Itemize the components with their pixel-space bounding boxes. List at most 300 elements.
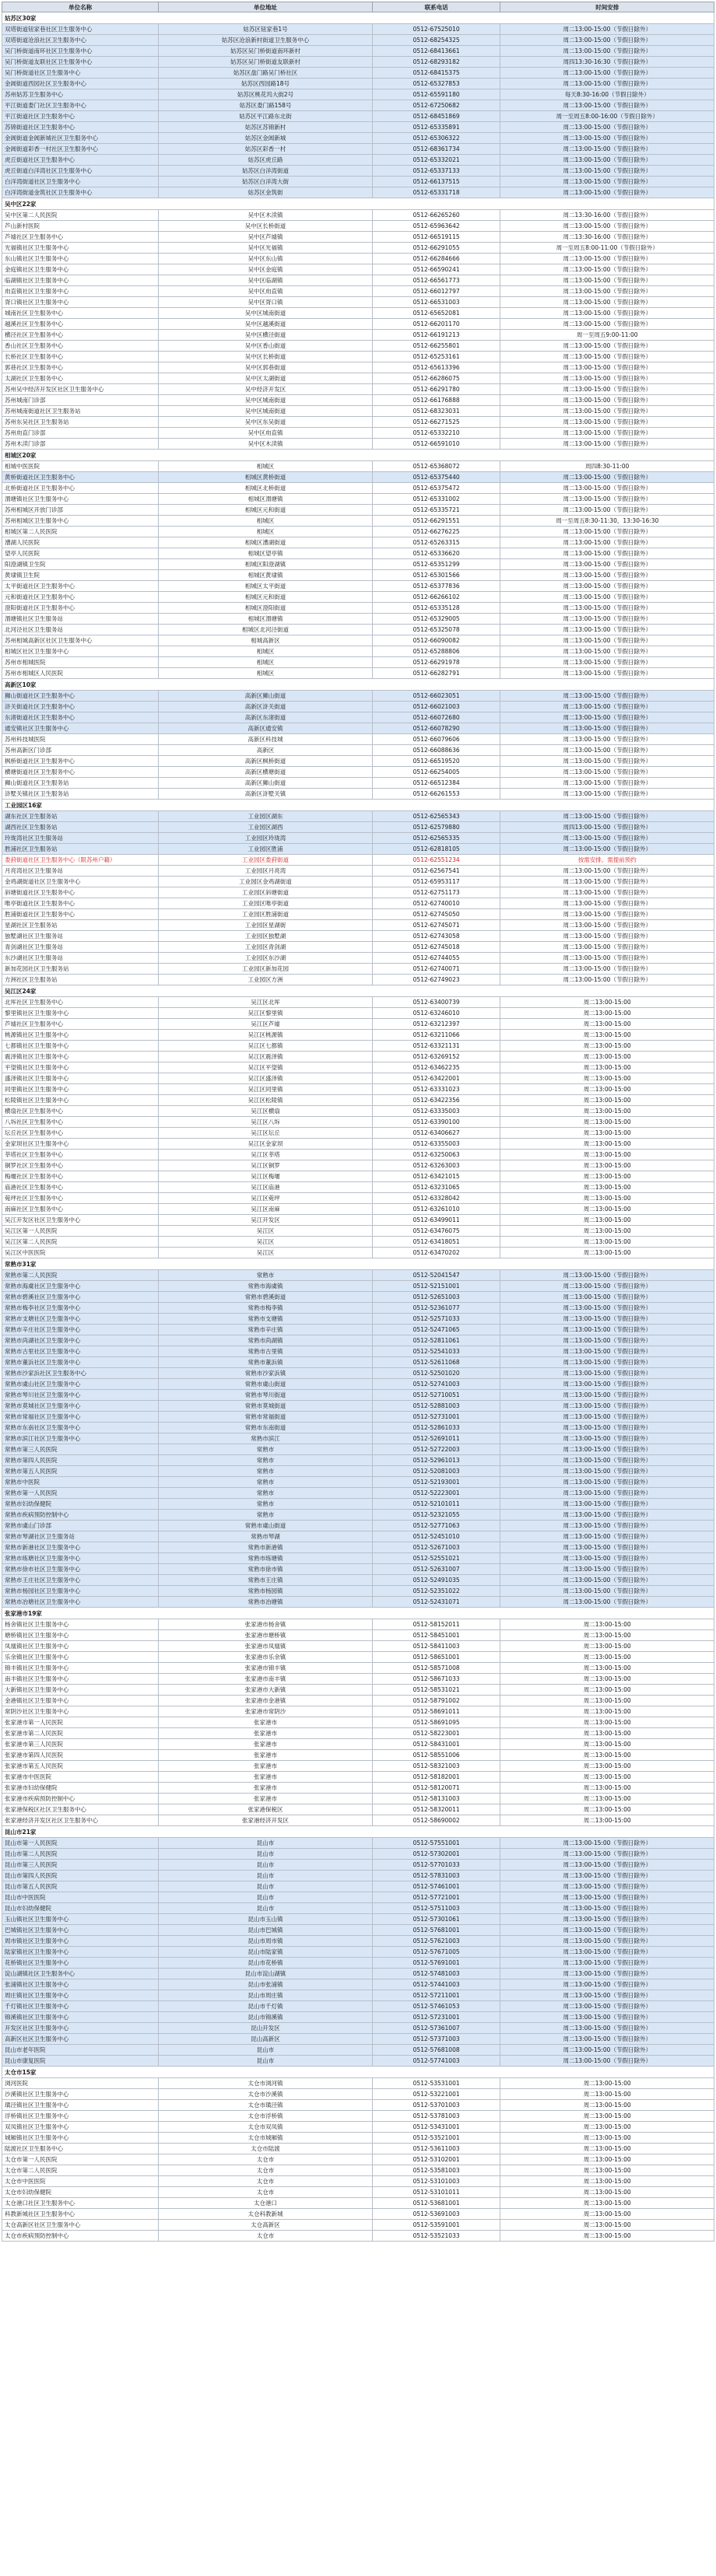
cell-phone: 0512-58120071 [372, 1783, 500, 1794]
cell-phone: 0512-62551234 [372, 855, 500, 866]
cell-phone: 0512-65332021 [372, 155, 500, 166]
cell-schedule: 周二13:00-15:00（节假日除外） [500, 1346, 714, 1357]
table-row [2, 1914, 714, 1925]
cell-name: 郭巷社区卫生服务中心 [2, 362, 159, 373]
cell-name: 常熟市冶塘社区卫生服务中心 [2, 1597, 159, 1608]
cell-phone: 0512-58531021 [372, 1685, 500, 1696]
table-row [2, 2012, 714, 2023]
cell-phone: 0512-65613396 [372, 362, 500, 373]
cell-address: 常熟市辛庄镇 [159, 1325, 373, 1335]
cell-phone: 0512-66023051 [372, 691, 500, 702]
table-row [2, 822, 714, 833]
cell-phone: 0512-65337133 [372, 166, 500, 177]
cell-name: 常熟市琴川社区卫生服务中心 [2, 1390, 159, 1401]
table-row [2, 68, 714, 79]
cell-address: 昆山市锦溪镇 [159, 2012, 373, 2023]
table-row [2, 1936, 714, 1947]
table-row [2, 1008, 714, 1019]
cell-schedule: 周二13:00-15:00（节假日除外） [500, 297, 714, 308]
cell-phone: 0512-68415375 [372, 68, 500, 79]
cell-schedule: 周二13:00-15:00（节假日除外） [500, 472, 714, 483]
cell-schedule: 周二13:00-15:00 [500, 2133, 714, 2144]
cell-name: 湖西社区卫生服务站 [2, 822, 159, 833]
cell-address: 吴江开发区 [159, 1215, 373, 1226]
cell-phone: 0512-58411003 [372, 1641, 500, 1652]
cell-address: 太仓市浮桥镇 [159, 2111, 373, 2122]
cell-name: 金港镇社区卫生服务中心 [2, 1696, 159, 1706]
table-row [2, 1652, 714, 1663]
table-row [2, 417, 714, 428]
cell-name: 新加花园社区卫生服务站 [2, 964, 159, 975]
cell-phone: 0512-66282791 [372, 668, 500, 679]
cell-name: 昆山市第二人民医院 [2, 1849, 159, 1860]
cell-phone: 0512-66531003 [372, 297, 500, 308]
cell-address: 吴中区城南街道 [159, 406, 373, 417]
cell-address: 常熟市支塘镇 [159, 1314, 373, 1325]
cell-address: 张家港市杨舍镇 [159, 1619, 373, 1630]
table-row [2, 668, 714, 679]
cell-phone: 0512-65306322 [372, 133, 500, 144]
cell-phone: 0512-65253161 [372, 352, 500, 362]
table-row [2, 1597, 714, 1608]
table-row [2, 592, 714, 603]
cell-name: 平江街道娄门社区卫生服务中心 [2, 100, 159, 111]
table-row [2, 57, 714, 68]
cell-address: 太仓高新区 [159, 2220, 373, 2231]
section-title: 常熟市31家 [2, 1258, 714, 1270]
table-row [2, 1531, 714, 1542]
cell-phone: 0512-53102001 [372, 2154, 500, 2165]
cell-name: 张家港市中医医院 [2, 1772, 159, 1783]
cell-phone: 0512-62751173 [372, 887, 500, 898]
cell-phone: 0512-65963642 [372, 221, 500, 232]
cell-address: 相城区 [159, 657, 373, 668]
table-row [2, 1106, 714, 1117]
cell-address: 相城区 [159, 461, 373, 472]
cell-schedule: 周二13:00-15:00 [500, 1739, 714, 1750]
cell-name: 虎丘街道白洋湾社区卫生服务中心 [2, 166, 159, 177]
cell-schedule: 周二13:00-15:00（节假日除外） [500, 603, 714, 614]
cell-name: 斜塘街道社区卫生服务中心 [2, 887, 159, 898]
cell-schedule: 周一至周五8:00-16:00（节假日除外） [500, 111, 714, 122]
cell-name: 莘塔社区卫生服务中心 [2, 1150, 159, 1160]
cell-phone: 0512-66137515 [372, 177, 500, 187]
cell-address: 姑苏区白洋湾街道 [159, 166, 373, 177]
cell-name: 昆山市康复医院 [2, 2056, 159, 2067]
table-row [2, 537, 714, 548]
table-row [2, 691, 714, 702]
cell-address: 张家港市 [159, 1750, 373, 1761]
cell-schedule: 周二13:00-15:00 [500, 1728, 714, 1739]
cell-address: 相城区北桥街道 [159, 483, 373, 494]
cell-schedule: 周二13:00-15:00（节假日除外） [500, 1597, 714, 1608]
cell-address: 常熟市 [159, 1510, 373, 1521]
cell-schedule: 周二13:00-15:00（节假日除外） [500, 439, 714, 450]
cell-address: 吴江区庙港 [159, 1182, 373, 1193]
table-row [2, 2231, 714, 2242]
table-row [2, 1150, 714, 1160]
cell-name: 东渚街道社区卫生服务中心 [2, 712, 159, 723]
cell-name: 吴江区中医医院 [2, 1248, 159, 1258]
cell-name: 张家港市妇幼保健院 [2, 1783, 159, 1794]
table-row [2, 1881, 714, 1892]
table-row [2, 635, 714, 646]
cell-schedule: 周二13:00-15:00 [500, 1117, 714, 1128]
cell-address: 吴江区莘塔 [159, 1150, 373, 1160]
cell-schedule: 周二13:00-15:00（节假日除外） [500, 1947, 714, 1958]
cell-name: 张家港市第一人民医院 [2, 1717, 159, 1728]
table-row [2, 1849, 714, 1860]
table-row [2, 625, 714, 635]
cell-schedule: 周二13:00-15:00 [500, 1171, 714, 1182]
cell-name: 太仓市第二人民医院 [2, 2165, 159, 2176]
cell-phone: 0512-53691003 [372, 2209, 500, 2220]
cell-phone: 0512-57621003 [372, 1936, 500, 1947]
cell-address: 姑苏区金筑街 [159, 187, 373, 198]
cell-name: 常熟市东南社区卫生服务中心 [2, 1423, 159, 1433]
cell-address: 常熟市练塘镇 [159, 1553, 373, 1564]
cell-phone: 0512-63212397 [372, 1019, 500, 1030]
table-row [2, 406, 714, 417]
cell-phone: 0512-52611068 [372, 1357, 500, 1368]
cell-name: 盛泽镇社区卫生服务中心 [2, 1073, 159, 1084]
cell-schedule: 周二13:00-15:00（节假日除外） [500, 1586, 714, 1597]
cell-address: 吴中区越溪街道 [159, 319, 373, 330]
cell-address: 昆山市 [159, 1849, 373, 1860]
cell-schedule: 周二13:00-15:00（节假日除外） [500, 625, 714, 635]
cell-address: 常熟市虞山街道 [159, 1379, 373, 1390]
table-row [2, 1510, 714, 1521]
cell-name: 狮山街道社区卫生服务站 [2, 778, 159, 789]
table-row [2, 1314, 714, 1325]
cell-schedule: 周二13:00-15:00（节假日除外） [500, 35, 714, 46]
cell-name: 浒关街道社区卫生服务中心 [2, 702, 159, 712]
cell-address: 工业园区胜浦 [159, 844, 373, 855]
cell-name: 吴中区第二人民医院 [2, 210, 159, 221]
table-row [2, 1412, 714, 1423]
cell-phone: 0512-63499011 [372, 1215, 500, 1226]
cell-phone: 0512-57551001 [372, 1838, 500, 1849]
cell-name: 常阴沙社区卫生服务中心 [2, 1706, 159, 1717]
cell-schedule: 周二13:00-15:00（节假日除外） [500, 723, 714, 734]
cell-name: 甪直镇社区卫生服务中心 [2, 286, 159, 297]
table-body [2, 12, 714, 2242]
cell-address: 吴中区东吴街道 [159, 417, 373, 428]
cell-phone: 0512-52651003 [372, 1292, 500, 1303]
cell-schedule: 周二13:00-15:00（节假日除外） [500, 866, 714, 877]
cell-phone: 0512-58223001 [372, 1728, 500, 1739]
cell-phone: 0512-62567541 [372, 866, 500, 877]
cell-phone: 0512-68254325 [372, 35, 500, 46]
cell-phone: 0512-58321003 [372, 1761, 500, 1772]
cell-address: 姑苏区娄门路158号 [159, 100, 373, 111]
cell-address: 吴中区木渎镇 [159, 210, 373, 221]
cell-schedule: 周二13:00-15:00（节假日除外） [500, 734, 714, 745]
section-header [2, 1826, 714, 1838]
cell-name: 吴江区第一人民医院 [2, 1226, 159, 1237]
cell-phone: 0512-65301566 [372, 570, 500, 581]
table-row [2, 254, 714, 264]
cell-schedule: 周二13:00-15:00（节假日除外） [500, 1270, 714, 1281]
table-row [2, 734, 714, 745]
cell-schedule: 周二13:00-15:00 [500, 1095, 714, 1106]
cell-schedule: 周二13:00-15:00（节假日除外） [500, 712, 714, 723]
cell-name: 塘桥镇社区卫生服务中心 [2, 1630, 159, 1641]
cell-phone: 0512-63211066 [372, 1030, 500, 1041]
table-row [2, 1739, 714, 1750]
cell-phone: 0512-66291978 [372, 657, 500, 668]
cell-schedule: 周二13:00-15:00（节假日除外） [500, 691, 714, 702]
cell-address: 吴江区 [159, 1226, 373, 1237]
cell-schedule: 周二13:00-15:00（节假日除外） [500, 483, 714, 494]
cell-name: 开发区社区卫生服务中心 [2, 2023, 159, 2034]
section-header [2, 679, 714, 691]
cell-name: 太仓市疾病预防控制中心 [2, 2231, 159, 2242]
cell-name: 张家港市第四人民医院 [2, 1750, 159, 1761]
cell-address: 张家港市 [159, 1794, 373, 1804]
cell-schedule: 周二13:00-15:00 [500, 1772, 714, 1783]
cell-schedule: 周二13:00-15:00（节假日除外） [500, 1314, 714, 1325]
cell-name: 常熟市中医院 [2, 1477, 159, 1488]
cell-schedule: 周二13:00-15:00（节假日除外） [500, 635, 714, 646]
cell-address: 太仓市 [159, 2231, 373, 2242]
cell-schedule: 周二13:00-15:00 [500, 2187, 714, 2198]
cell-address: 张家港市常阴沙 [159, 1706, 373, 1717]
cell-address: 吴中区横泾街道 [159, 330, 373, 341]
cell-name: 常熟市碧溪社区卫生服务中心 [2, 1292, 159, 1303]
cell-phone: 0512-62745071 [372, 920, 500, 931]
table-row [2, 1477, 714, 1488]
cell-address: 张家港市凤凰镇 [159, 1641, 373, 1652]
table-row [2, 1303, 714, 1314]
cell-name: 浮桥镇社区卫生服务中心 [2, 2111, 159, 2122]
cell-phone: 0512-63335003 [372, 1106, 500, 1117]
cell-phone: 0512-53781003 [372, 2111, 500, 2122]
cell-schedule: 周二13:00-15:00（节假日除外） [500, 592, 714, 603]
cell-address: 吴中区木渎镇 [159, 439, 373, 450]
cell-address: 昆山市张浦镇 [159, 1979, 373, 1990]
cell-phone: 0512-66078290 [372, 723, 500, 734]
cell-name: 黄桥街道社区卫生服务中心 [2, 472, 159, 483]
cell-phone: 0512-52710051 [372, 1390, 500, 1401]
cell-address: 工业园区星湖街 [159, 920, 373, 931]
cell-schedule: 周二13:00-15:00（节假日除外） [500, 1849, 714, 1860]
cell-address: 吴中区芦墟镇 [159, 232, 373, 243]
table-row [2, 1750, 714, 1761]
cell-address: 相城区渭塘镇 [159, 494, 373, 505]
cell-schedule: 周二13:00-15:00（节假日除外） [500, 155, 714, 166]
cell-phone: 0512-53521033 [372, 2231, 500, 2242]
cell-address: 姑苏区金阊新城 [159, 133, 373, 144]
cell-name: 望亭人民医院 [2, 548, 159, 559]
cell-phone: 0512-58320011 [372, 1804, 500, 1815]
cell-address: 高新区科技城 [159, 734, 373, 745]
cell-name: 张家港市第二人民医院 [2, 1728, 159, 1739]
cell-name: 芦墟社区卫生服务中心 [2, 232, 159, 243]
cell-schedule: 周二13:00-15:00 [500, 1073, 714, 1084]
table-row [2, 2001, 714, 2012]
table-row [2, 330, 714, 341]
cell-name: 昆山市第五人民医院 [2, 1881, 159, 1892]
cell-phone: 0512-63331023 [372, 1084, 500, 1095]
cell-phone: 0512-63406627 [372, 1128, 500, 1139]
table-row [2, 2111, 714, 2122]
table-row [2, 362, 714, 373]
cell-name: 南丰镇社区卫生服务中心 [2, 1674, 159, 1685]
cell-address: 工业园区斜塘街道 [159, 887, 373, 898]
table-row [2, 887, 714, 898]
cell-schedule: 周二13:00-15:00 [500, 1815, 714, 1826]
table-row [2, 1892, 714, 1903]
table-row [2, 1325, 714, 1335]
cell-address: 相城区黄埭镇 [159, 570, 373, 581]
cell-phone: 0512-63231065 [372, 1182, 500, 1193]
table-row [2, 723, 714, 734]
section-header [2, 800, 714, 811]
cell-phone: 0512-65335721 [372, 505, 500, 516]
table-row [2, 2045, 714, 2056]
cell-phone: 0512-66291780 [372, 384, 500, 395]
table-row [2, 975, 714, 985]
cell-address: 工业园区新加花园 [159, 964, 373, 975]
cell-name: 芦山新村医院 [2, 221, 159, 232]
cell-phone: 0512-52861033 [372, 1423, 500, 1433]
cell-address: 吴江区七都镇 [159, 1041, 373, 1052]
cell-name: 浒墅关镇社区卫生服务站 [2, 789, 159, 800]
cell-schedule: 周二13:00-15:00 [500, 997, 714, 1008]
cell-address: 吴江区同里镇 [159, 1084, 373, 1095]
cell-schedule: 周二13:00-15:00（节假日除外） [500, 144, 714, 155]
cell-schedule: 周二13:00-15:00（节假日除外） [500, 975, 714, 985]
cell-address: 常熟市徐市镇 [159, 1564, 373, 1575]
cell-name: 常熟市琴湖社区卫生服务站 [2, 1531, 159, 1542]
cell-address: 吴中区甪直镇 [159, 286, 373, 297]
cell-name: 凤凰镇社区卫生服务中心 [2, 1641, 159, 1652]
cell-address: 张家港市锦丰镇 [159, 1663, 373, 1674]
cell-name: 巴城镇社区卫生服务中心 [2, 1925, 159, 1936]
cell-address: 常熟市 [159, 1477, 373, 1488]
cell-name: 常熟市王庄社区卫生服务中心 [2, 1575, 159, 1586]
cell-name: 常熟市徐市社区卫生服务中心 [2, 1564, 159, 1575]
cell-address: 工业园区青剑湖 [159, 942, 373, 953]
cell-phone: 0512-57511003 [372, 1903, 500, 1914]
table-row [2, 1444, 714, 1455]
cell-schedule: 周四13:30-16:30（节假日除外） [500, 57, 714, 68]
cell-schedule: 周二13:00-15:00（节假日除外） [500, 254, 714, 264]
cell-phone: 0512-52671003 [372, 1542, 500, 1553]
cell-phone: 0512-52321055 [372, 1510, 500, 1521]
cell-name: 吴门桥街道社区卫生服务中心 [2, 68, 159, 79]
cell-schedule: 周二13:00-15:00 [500, 1215, 714, 1226]
cell-schedule: 周二13:00-15:00 [500, 1761, 714, 1772]
cell-phone: 0512-66255801 [372, 341, 500, 352]
cell-name: 苏州相城高新区社区卫生服务中心 [2, 635, 159, 646]
cell-schedule: 周二13:00-15:00 [500, 1139, 714, 1150]
table-row [2, 2187, 714, 2198]
table-row [2, 1292, 714, 1303]
cell-name: 吴江开发区社区卫生服务中心 [2, 1215, 159, 1226]
table-row [2, 1128, 714, 1139]
cell-name: 狮山街道社区卫生服务中心 [2, 691, 159, 702]
cell-address: 吴中区郭巷街道 [159, 362, 373, 373]
cell-phone: 0512-52771063 [372, 1521, 500, 1531]
cell-schedule: 周二13:00-15:00（节假日除外） [500, 1412, 714, 1423]
cell-name: 梅堰社区卫生服务中心 [2, 1171, 159, 1182]
cell-name: 东沙湖社区卫生服务站 [2, 953, 159, 964]
cell-schedule: 周二13:00-15:00 [500, 1052, 714, 1062]
cell-name: 常熟市虞山社区卫生服务中心 [2, 1379, 159, 1390]
table-row [2, 646, 714, 657]
cell-schedule: 周二13:00-15:00（节假日除外） [500, 373, 714, 384]
table-row [2, 1696, 714, 1706]
cell-phone: 0512-57302001 [372, 1849, 500, 1860]
cell-name: 菀坪社区卫生服务中心 [2, 1193, 159, 1204]
cell-name: 同里镇社区卫生服务中心 [2, 1084, 159, 1095]
table-row [2, 187, 714, 198]
cell-name: 常熟市董浜社区卫生服务中心 [2, 1357, 159, 1368]
table-row [2, 384, 714, 395]
table-row [2, 1641, 714, 1652]
cell-phone: 0512-66012797 [372, 286, 500, 297]
cell-phone: 0512-57721001 [372, 1892, 500, 1903]
cell-schedule: 周二13:00-15:00（节假日除外） [500, 1281, 714, 1292]
cell-address: 姑苏区虎丘路 [159, 155, 373, 166]
cell-address: 昆山市 [159, 1838, 373, 1849]
cell-address: 太仓港口 [159, 2198, 373, 2209]
cell-address: 昆山市淀山湖镇 [159, 1969, 373, 1979]
cell-phone: 0512-66265260 [372, 210, 500, 221]
cell-schedule: 周二13:00-15:00（节假日除外） [500, 1390, 714, 1401]
cell-phone: 0512-66291551 [372, 516, 500, 527]
cell-name: 元和街道社区卫生服务中心 [2, 592, 159, 603]
cell-name: 太仓市妇幼保健院 [2, 2187, 159, 2198]
cell-phone: 0512-58691011 [372, 1706, 500, 1717]
cell-schedule: 周二13:00-15:00（节假日除外） [500, 2056, 714, 2067]
cell-schedule: 周二13:00-15:00 [500, 1630, 714, 1641]
cell-address: 高新区枫桥街道 [159, 756, 373, 767]
cell-phone: 0512-65329005 [372, 614, 500, 625]
cell-address: 太仓市浏河镇 [159, 2078, 373, 2089]
cell-phone: 0512-63421015 [372, 1171, 500, 1182]
cell-name: 常熟市滨江社区卫生服务中心 [2, 1433, 159, 1444]
cell-name: 玲珑湾社区卫生服务站 [2, 833, 159, 844]
cell-address: 吴江区南麻 [159, 1204, 373, 1215]
cell-schedule: 周二13:00-15:00（节假日除外） [500, 1444, 714, 1455]
cell-address: 相城区阳澄湖镇 [159, 559, 373, 570]
cell-schedule: 周二13:00-15:00（节假日除外） [500, 1892, 714, 1903]
table-row [2, 275, 714, 286]
section-header [2, 985, 714, 997]
cell-name: 苏州东吴社区卫生服务站 [2, 417, 159, 428]
cell-address: 太仓市 [159, 2187, 373, 2198]
cell-name: 张家港市疾病预防控制中心 [2, 1794, 159, 1804]
cell-address: 高新区浒墅关镇 [159, 789, 373, 800]
cell-name: 太仓高新区社区卫生服务中心 [2, 2220, 159, 2231]
cell-name: 高新区社区卫生服务中心 [2, 2034, 159, 2045]
cell-schedule: 周二13:00-15:00 [500, 1663, 714, 1674]
cell-schedule: 周二13:00-15:00 [500, 2144, 714, 2154]
cell-name: 白洋湾街道社区卫生服务中心 [2, 177, 159, 187]
cell-schedule: 周二13:00-15:00（节假日除外） [500, 931, 714, 942]
cell-schedule: 周二13:00-15:00（节假日除外） [500, 1499, 714, 1510]
table-row [2, 1401, 714, 1412]
cell-schedule: 周二13:00-15:00（节假日除外） [500, 756, 714, 767]
cell-address: 常熟市滨江 [159, 1433, 373, 1444]
cell-phone: 0512-63418051 [372, 1237, 500, 1248]
cell-name: 张浦镇社区卫生服务中心 [2, 1979, 159, 1990]
cell-address: 常熟市冶塘镇 [159, 1597, 373, 1608]
cell-address: 相城区漕湖街道 [159, 537, 373, 548]
